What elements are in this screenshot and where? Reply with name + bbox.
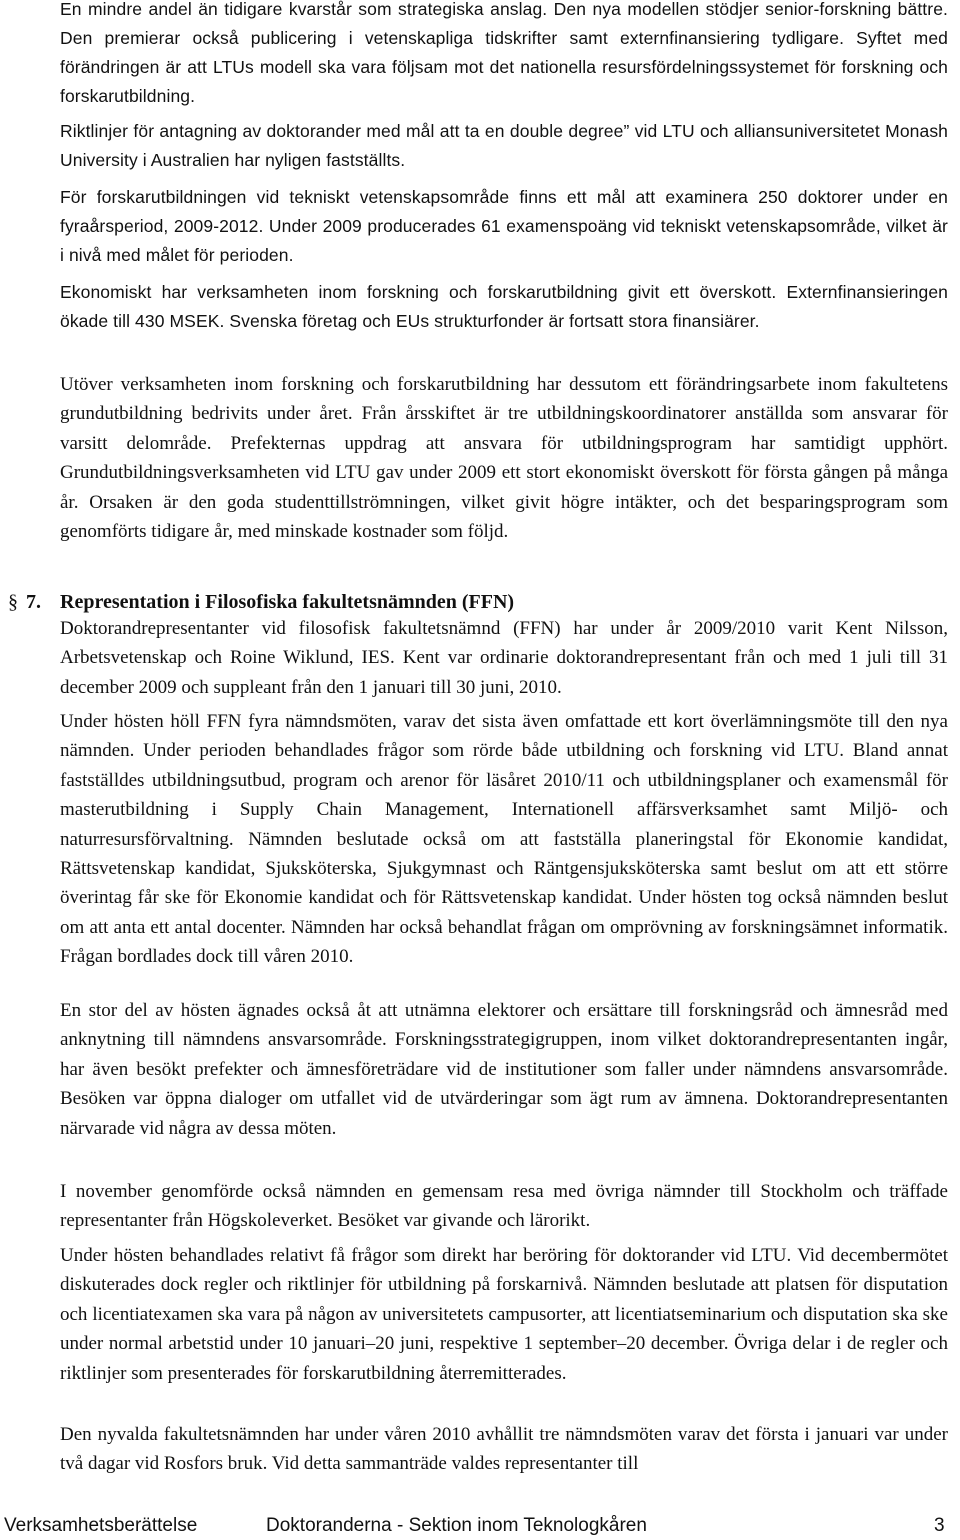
footer-title: Verksamhetsberättelse — [4, 1515, 198, 1536]
paragraph-stockholm-trip: I november genomförde också nämnden en gemensam resa med övriga nämnder till Stockholm och träffade representanter från Högskoleverket. Besöket var givande och lärorikt. — [60, 1181, 948, 1232]
paragraph-new-faculty-board: Den nyvalda fakultetsnämnden har under våren 2010 avhållit tre nämndsmöten varav det första i januari var under två dagar vid Rosfors bruk. Vid detta sammanträde valdes representanter till — [60, 1424, 948, 1475]
page-number: 3 — [934, 1515, 945, 1536]
paragraph-ffn-meetings: Under hösten höll FFN fyra nämndsmöten, varav det sista även omfattade ett kort överlämningsmöte till den nya nämnden. Under perioden behandlades frågor som rörde både utbildning och forskning vid LTU. Bland annat fastställdes utbildningsutbud, program och arenor för läsåret 2010/11 och utbildningsplaner och examensmål för masterutbildning i Supply Chain Management, Internationell affärsverksamhet samt Miljö- och naturresursförvaltning. Nämnden beslutade också om att fastställa planeringstal för Ekonomie kandidat, Rättsvetenskap kandidat, Sjuksköterska, Sjukgymnast och Räntgensjuksköterska samt beslut om att ett större överintag får ske för Ekonomie kandidat och för Rättsvetenskap kandidat. Under hösten tog också nämnden beslut om att anta ett antal docenter. Nämnden har också behandlat frågan om omprövning av forskningsämnet informatik. Frågan bordlades dock till våren 2010. — [60, 711, 948, 968]
section-symbol: § — [8, 591, 18, 613]
paragraph-undergraduate-reform: Utöver verksamheten inom forskning och forskarutbildning har dessutom ett förändringsarbete inom fakultetens grundutbildning bedrivits under året. Från årsskiftet är tre utbildningskoordinatorer anställda som ansvarar för varsitt delområde. Prefekternas uppdrag att ansvara för utbildningsprogram har samtidigt upphört. Grundutbildningsverksamheten vid LTU gav under 2009 ett stort ekonomiskt överskott för första gången på många år. Orsaken är den goda studenttillströmningen, vilket givit högre intäkter, och det besparingsprogram som genomförts tidigare år, med minskade kostnader som följd. — [60, 374, 948, 543]
paragraph-electors: En stor del av hösten ägnades också åt att utnämna elektorer och ersättare till forskningsråd och ämnesråd med anknytning till nämndens ansvarsområde. Forskningsstrategigruppen, inom vilket doktorandrepresentanten ingår, har även besökt prefekter och ämnesföreträdare vid de institutioner som faller under nämndens ansvarsområde. Besöken var öppna dialoger om utfallet vid de utvärderingar som ägt rum av ämnena. Doktorandrepresentanten närvarade vid några av dessa möten. — [60, 1000, 948, 1139]
paragraph-doctoral-rules: Under hösten behandlades relativt få frågor som direkt har beröring för doktorander vid LTU. Vid decembermötet diskuterades dock regler och riktlinjer för utbildning på forskarnivå. Nämnden beslutade att platsen för disputation och licentiatexamen ska vara på någon av universitetets campusorter, att licentiatseminarium och disputation ska ske under normal arbetstid under 10 januari–20 juni, respektive 1 september–20 december. Övriga delar i de regler och riktlinjer som presenterades för forskarutbildning återremitterades. — [60, 1245, 948, 1384]
footer-organization: Doktoranderna - Sektion inom Teknologkåren — [266, 1515, 647, 1536]
paragraph-resource-model: En mindre andel än tidigare kvarstår som strategiska anslag. Den nya modellen stödjer senior-forskning bättre. Den premierar också publicering i vetenskapliga tidskrifter samt externfinansiering tydligare. Syftet med förändringen är att LTUs modell ska vara följsam mot det nationella resursfördelningssystemet för forskning och forskarutbildning. — [60, 0, 948, 106]
paragraph-doctoral-goal: För forskarutbildningen vid tekniskt vetenskapsområde finns ett mål att examinera 250 doktorer under en fyraårsperiod, 2009-2012. Under 2009 producerades 61 examenspoäng vid tekniskt vetenskapsområde, vilket är i nivå med målet för perioden. — [60, 187, 948, 265]
section-heading: Representation i Filosofiska fakultetsnämnden (FFN) — [60, 591, 515, 613]
section-number: 7. — [26, 591, 41, 613]
paragraph-ffn-representatives: Doktorandrepresentanter vid filosofisk fakultetsnämnd (FFN) har under år 2009/2010 varit Kent Nilsson, Arbetsvetenskap och Roine Wiklund, IES. Kent var ordinarie doktorandrepresentant från och med 1 juli till 31 december 2009 och suppleant från den 1 januari till 30 juni, 2010. — [60, 618, 948, 698]
paragraph-double-degree: Riktlinjer för antagning av doktorander med mål att ta en double degree” vid LTU och alliansuniversitetet Monash University i Australien har nyligen fastställts. — [60, 121, 948, 170]
paragraph-economy: Ekonomiskt har verksamheten inom forskning och forskarutbildning givit ett överskott. Externfinansieringen ökade till 430 MSEK. Svenska företag och EUs strukturfonder är fortsatt stora finansiärer. — [60, 282, 948, 331]
